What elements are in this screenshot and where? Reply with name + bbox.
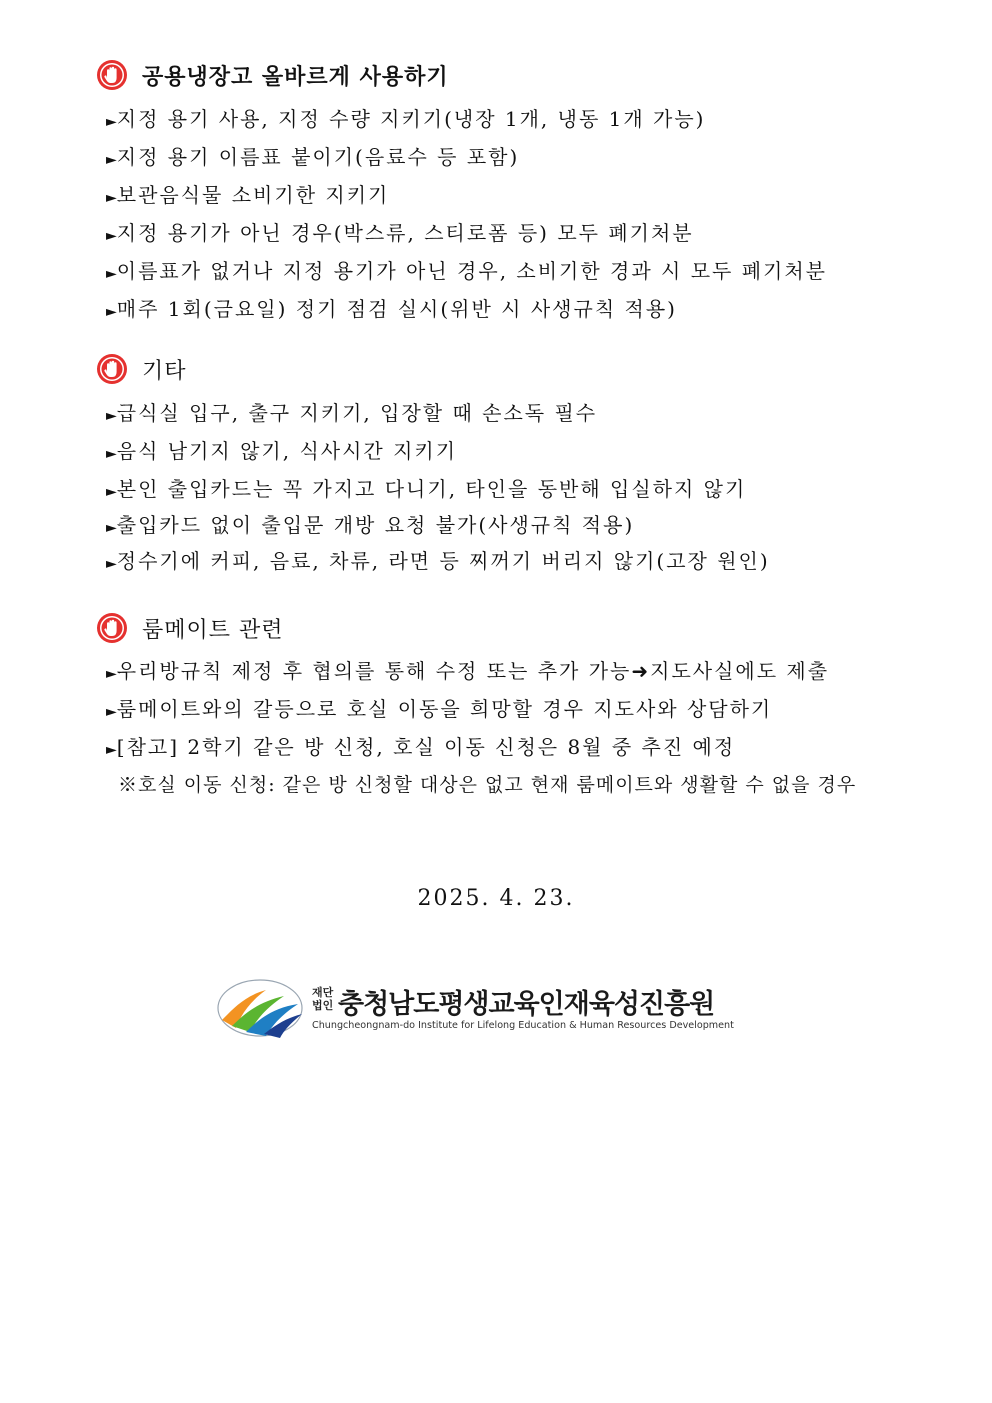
logo-english-name: Chungcheongnam-do Institute for Lifelong Education & Human Resources Development xyxy=(312,1020,734,1031)
list-item: ►지정 용기가 아닌 경우(박스류, 스티로폼 등) 모두 폐기처분 xyxy=(106,221,694,245)
logo-mark-icon xyxy=(214,976,306,1040)
bullet: ► xyxy=(106,446,117,462)
section-title: 공용냉장고 올바르게 사용하기 xyxy=(142,63,449,90)
note-text: ※호실 이동 신청: 같은 방 신청할 대상은 없고 현재 룸메이트와 생활할 수 없을 경우 xyxy=(118,774,857,796)
list-item: ►보관음식물 소비기한 지키기 xyxy=(106,183,390,207)
list-item: ►[참고] 2학기 같은 방 신청, 호실 이동 신청은 8월 중 추진 예정 xyxy=(106,735,736,759)
bullet: ► xyxy=(106,152,117,168)
list-item: ►이름표가 없거나 지정 용기가 아닌 경우, 소비기한 경과 시 모두 폐기처분 xyxy=(106,259,827,283)
bullet: ► xyxy=(106,228,117,244)
logo-korean-name: 충청남도평생교육인재육성진흥원 xyxy=(338,989,715,1020)
list-item: ►정수기에 커피, 음료, 차류, 라면 등 찌꺼기 버리지 않기(고장 원인) xyxy=(106,549,770,573)
list-item: ►룸메이트와의 갈등으로 호실 이동을 희망할 경우 지도사와 상담하기 xyxy=(106,697,773,721)
bullet: ► xyxy=(106,556,117,572)
stop-hand-icon xyxy=(96,353,128,385)
list-item: ►매주 1회(금요일) 정기 점검 실시(위반 시 사생규칙 적용) xyxy=(106,297,677,321)
list-item: ►지정 용기 사용, 지정 수량 지키기(냉장 1개, 냉동 1개 가능) xyxy=(106,107,706,131)
institute-logo xyxy=(214,976,784,1040)
section-title: 기타 xyxy=(142,358,187,384)
bullet: ► xyxy=(106,266,117,282)
bullet: ► xyxy=(106,484,117,500)
bullet: ► xyxy=(106,742,117,758)
document-date: 2025. 4. 23. xyxy=(417,886,575,911)
section-header-roommate xyxy=(96,611,284,645)
bullet: ► xyxy=(106,666,117,682)
section-header-fridge xyxy=(96,58,449,92)
stop-hand-icon xyxy=(96,59,128,91)
bullet: ► xyxy=(106,114,117,130)
section-title: 룸메이트 관련 xyxy=(142,617,284,643)
section-header-other xyxy=(96,352,187,386)
bullet: ► xyxy=(106,190,117,206)
bullet: ► xyxy=(106,408,117,424)
bullet: ► xyxy=(106,304,117,320)
list-item: ►출입카드 없이 출입문 개방 요청 불가(사생규칙 적용) xyxy=(106,513,635,537)
logo-foundation-label: 재단법인 xyxy=(312,986,334,1012)
list-item: ►지정 용기 이름표 붙이기(음료수 등 포함) xyxy=(106,145,520,169)
list-item: ►우리방규칙 제정 후 협의를 통해 수정 또는 추가 가능➜지도사실에도 제출 xyxy=(106,659,830,683)
list-item: ►본인 출입카드는 꼭 가지고 다니기, 타인을 동반해 입실하지 않기 xyxy=(106,477,747,501)
bullet: ► xyxy=(106,704,117,720)
list-item: ►음식 남기지 않기, 식사시간 지키기 xyxy=(106,439,458,463)
bullet: ► xyxy=(106,520,117,536)
stop-hand-icon xyxy=(96,612,128,644)
list-item: ►급식실 입구, 출구 지키기, 입장할 때 손소독 필수 xyxy=(106,401,598,425)
